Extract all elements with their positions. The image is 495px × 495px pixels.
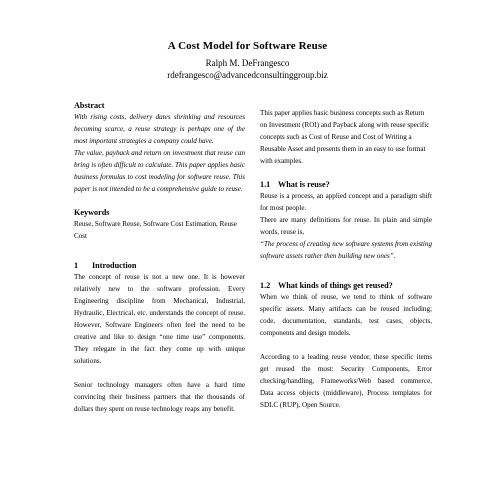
section-1-2-heading: What kinds of things get reused? (278, 281, 393, 290)
reuse-definition-paragraph-2: There are many definitions for reuse. In plain and simple words, reuse is, (260, 216, 432, 236)
reused-items-paragraph-1: When we think of reuse, we tend to think of software specific assets. Many artifacts can be reused including; code, documentation, standards, test cases, objects, components and design models. (260, 293, 432, 337)
spacer (260, 167, 432, 179)
section-1-2-title (260, 280, 432, 291)
intro-paragraph-2: Senior technology managers often have a hard time convincing their business partners that the thousands of dollars they spent on reuse technology reaps any benefit. (74, 381, 245, 413)
right-intro-paragraph: This paper applies basic business concepts such as Return on Investment (ROI) and Payback along with reuse specific concepts such as Cost of Reuse and Cost of Writing a Reusable Asset and presents them in an easy to use format with examples. (260, 109, 430, 165)
spacer (260, 262, 432, 274)
spacer (74, 195, 245, 207)
spacer (260, 339, 432, 351)
section-1-1-heading: What is reuse? (278, 180, 330, 189)
paper-title: A Cost Model for Software Reuse (167, 40, 328, 52)
section-1-number: 1 (74, 261, 79, 270)
section-1-1-title (260, 179, 432, 190)
intro-paragraph-1: The concept of reuse is not a new one. It is however relatively new to the software profession. Every Engineering discipline from Mechanical, Industrial, Hydraulic, Electrical, etc. understands the concept of reuse. However, Software Engineers often feel the need to be creative and like to design “one time use” components. They relegate in the fact they come up with unique solutions. (74, 273, 245, 365)
keywords-text: Reuse, Software Reuse, Software Cost Estimation, Reuse Cost (74, 220, 237, 240)
section-1-heading: Introduction (92, 261, 137, 270)
keywords-heading: Keywords (74, 208, 110, 217)
abstract-heading: Abstract (74, 101, 105, 110)
right-column (260, 107, 432, 411)
reused-items-paragraph-2: According to a leading reuse vendor, these specific items get reused the most: Security Components, Error checking/handling, Frameworks/Web based commerce, Data access objects (middleware), Process templates for SDLC (RUP), Open Source. (260, 353, 432, 409)
spacer (74, 242, 245, 254)
left-column (74, 100, 245, 415)
spacer (74, 367, 245, 379)
abstract-paragraph-2: The value, payback and return on investment that reuse can bring is often difficult to calculate. This paper applies basic business formulas to cost modeling for software reuse. This paper is not intended to be a comprehensive guide to reuse. (74, 149, 245, 193)
section-1-2-number: 1.2 (260, 281, 271, 290)
section-1-1-number: 1.1 (260, 180, 271, 189)
reuse-definition-quote: “The process of creating new software systems from existing software assets rather then building new ones”. (260, 240, 432, 260)
reuse-definition-paragraph-1: Reuse is a process, an applied concept and a paradigm shift for most people. (260, 192, 432, 212)
section-1-title (74, 260, 245, 271)
abstract-paragraph-1: With rising costs, delivery dates shrinking and resources becoming scarce, a reuse strategy is perhaps one of the most important strategies a company could have. (74, 113, 245, 145)
author-name: Ralph M. DeFrangesco (205, 58, 290, 68)
author-email: rdefrangesco@advancedconsultinggroup.biz (167, 70, 328, 80)
